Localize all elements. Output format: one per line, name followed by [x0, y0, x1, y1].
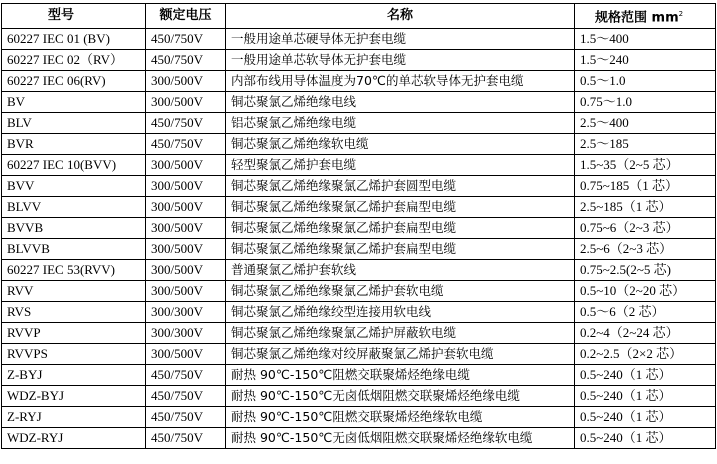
cell-voltage: 300/500V: [146, 218, 226, 239]
cell-name: 普通聚氯乙烯护套软线: [226, 260, 575, 281]
cell-spec: 0.5~240（1 芯）: [575, 428, 716, 449]
cell-voltage: 450/750V: [146, 407, 226, 428]
cell-model: BLVVB: [2, 239, 146, 260]
cell-model: 60227 IEC 06(RV): [2, 71, 146, 92]
cell-spec: 0.5~240（1 芯）: [575, 386, 716, 407]
table-row: [2, 29, 716, 50]
cell-voltage: 300/300V: [146, 302, 226, 323]
cell-spec: 0.75～1.0: [575, 92, 716, 113]
cell-spec: 0.2~4（2~24 芯）: [575, 323, 716, 344]
header-spec-sup: 2: [678, 10, 684, 18]
cell-model: Z-BYJ: [2, 365, 146, 386]
table-header-row: [2, 4, 716, 29]
cell-voltage: 300/500V: [146, 281, 226, 302]
cell-model: WDZ-BYJ: [2, 386, 146, 407]
header-spec-label: 规格范围 mm: [595, 10, 679, 26]
cell-spec: 2.5~6（2~3 芯）: [575, 239, 716, 260]
table-row: [2, 176, 716, 197]
cell-name: 轻型聚氯乙烯护套电缆: [226, 155, 575, 176]
cell-model: RVV: [2, 281, 146, 302]
cell-spec: 0.2~2.5（2×2 芯）: [575, 344, 716, 365]
cell-name: 耐热 90℃-150℃无卤低烟阻燃交联聚烯烃绝缘软电缆: [226, 428, 575, 449]
cell-spec: 1.5～400: [575, 29, 716, 50]
cell-model: BVR: [2, 134, 146, 155]
table-row: [2, 260, 716, 281]
header-voltage: 额定电压: [146, 4, 226, 29]
header-name: 名称: [226, 4, 575, 29]
cell-spec: 2.5~185（1 芯）: [575, 197, 716, 218]
cell-voltage: 300/500V: [146, 71, 226, 92]
cell-voltage: 300/500V: [146, 239, 226, 260]
cell-model: 60227 IEC 53(RVV): [2, 260, 146, 281]
cell-name: 耐热 90℃-150℃阻燃交联聚烯烃绝缘电缆: [226, 365, 575, 386]
table-row: [2, 365, 716, 386]
cell-name: 耐热 90℃-150℃阻燃交联聚烯烃绝缘软电缆: [226, 407, 575, 428]
cell-voltage: 300/500V: [146, 155, 226, 176]
cell-model: 60227 IEC 10(BVV): [2, 155, 146, 176]
cell-voltage: 300/500V: [146, 344, 226, 365]
cell-name: 耐热 90℃-150℃无卤低烟阻燃交联聚烯烃绝缘电缆: [226, 386, 575, 407]
cell-name: 铜芯聚氯乙烯绝缘聚氯乙烯护套扁型电缆: [226, 239, 575, 260]
cell-voltage: 300/500V: [146, 260, 226, 281]
table-row: [2, 239, 716, 260]
cell-voltage: 300/500V: [146, 197, 226, 218]
cell-spec: 2.5～400: [575, 113, 716, 134]
cell-model: BVV: [2, 176, 146, 197]
cell-voltage: 450/750V: [146, 386, 226, 407]
table-row: [2, 323, 716, 344]
table-body: [2, 29, 716, 449]
cell-name: 一般用途单芯硬导体无护套电缆: [226, 29, 575, 50]
cell-model: 60227 IEC 02（RV）: [2, 50, 146, 71]
cell-name: 铜芯聚氯乙烯绝缘聚氯乙烯护屏蔽软电缆: [226, 323, 575, 344]
cell-spec: 2.5～185: [575, 134, 716, 155]
cell-spec: 0.5~10（2~20 芯）: [575, 281, 716, 302]
cell-voltage: 450/750V: [146, 113, 226, 134]
table-row: [2, 407, 716, 428]
table-row: [2, 218, 716, 239]
cell-name: 铜芯聚氯乙烯绝缘绞型连接用软电线: [226, 302, 575, 323]
cell-name: 铜芯聚氯乙烯绝缘聚氯乙烯护套软电缆: [226, 281, 575, 302]
cell-model: BVVB: [2, 218, 146, 239]
cell-voltage: 300/300V: [146, 323, 226, 344]
cable-spec-table: [1, 3, 716, 449]
table-row: [2, 197, 716, 218]
cell-model: RVVP: [2, 323, 146, 344]
cell-model: RVVPS: [2, 344, 146, 365]
table-row: [2, 92, 716, 113]
header-model: 型号: [2, 4, 146, 29]
table-row: [2, 155, 716, 176]
table-row: [2, 344, 716, 365]
cell-spec: 0.5~240（1 芯）: [575, 365, 716, 386]
table-row: [2, 134, 716, 155]
cell-name: 铜芯聚氯乙烯绝缘软电缆: [226, 134, 575, 155]
cell-spec: 0.75~6（2~3 芯）: [575, 218, 716, 239]
cell-name: 铜芯聚氯乙烯绝缘聚氯乙烯护套扁型电缆: [226, 218, 575, 239]
cell-name: 铜芯聚氯乙烯绝缘对绞屏蔽聚氯乙烯护套软电缆: [226, 344, 575, 365]
cell-voltage: 450/750V: [146, 428, 226, 449]
cell-spec: 0.5~240（1 芯）: [575, 407, 716, 428]
cell-spec: 1.5~35（2~5 芯）: [575, 155, 716, 176]
table-row: [2, 50, 716, 71]
table-row: [2, 428, 716, 449]
cell-voltage: 450/750V: [146, 365, 226, 386]
header-spec: [575, 4, 716, 29]
cell-model: RVS: [2, 302, 146, 323]
cell-voltage: 450/750V: [146, 134, 226, 155]
table-row: [2, 386, 716, 407]
cell-model: 60227 IEC 01 (BV): [2, 29, 146, 50]
table-row: [2, 71, 716, 92]
cell-model: Z-RYJ: [2, 407, 146, 428]
cell-name: 一般用途单芯软导体无护套电缆: [226, 50, 575, 71]
cell-spec: 0.5～6（2 芯）: [575, 302, 716, 323]
cell-spec: 1.5～240: [575, 50, 716, 71]
cell-name: 铝芯聚氯乙烯绝缘电缆: [226, 113, 575, 134]
cell-voltage: 450/750V: [146, 50, 226, 71]
cell-name: 内部布线用导体温度为70℃的单芯软导体无护套电缆: [226, 71, 575, 92]
cell-name: 铜芯聚氯乙烯绝缘聚氯乙烯护套扁型电缆: [226, 197, 575, 218]
cell-voltage: 300/500V: [146, 176, 226, 197]
cell-model: BLVV: [2, 197, 146, 218]
cell-name: 铜芯聚氯乙烯绝缘聚氯乙烯护套圆型电缆: [226, 176, 575, 197]
cell-spec: 0.5～1.0: [575, 71, 716, 92]
table-row: [2, 281, 716, 302]
cell-model: WDZ-RYJ: [2, 428, 146, 449]
cell-spec: 0.75~2.5(2~5 芯): [575, 260, 716, 281]
table-row: [2, 113, 716, 134]
cell-voltage: 450/750V: [146, 29, 226, 50]
cell-model: BV: [2, 92, 146, 113]
cell-model: BLV: [2, 113, 146, 134]
cell-spec: 0.75~185（1 芯）: [575, 176, 716, 197]
cell-voltage: 300/500V: [146, 92, 226, 113]
table-row: [2, 302, 716, 323]
cell-name: 铜芯聚氯乙烯绝缘电线: [226, 92, 575, 113]
